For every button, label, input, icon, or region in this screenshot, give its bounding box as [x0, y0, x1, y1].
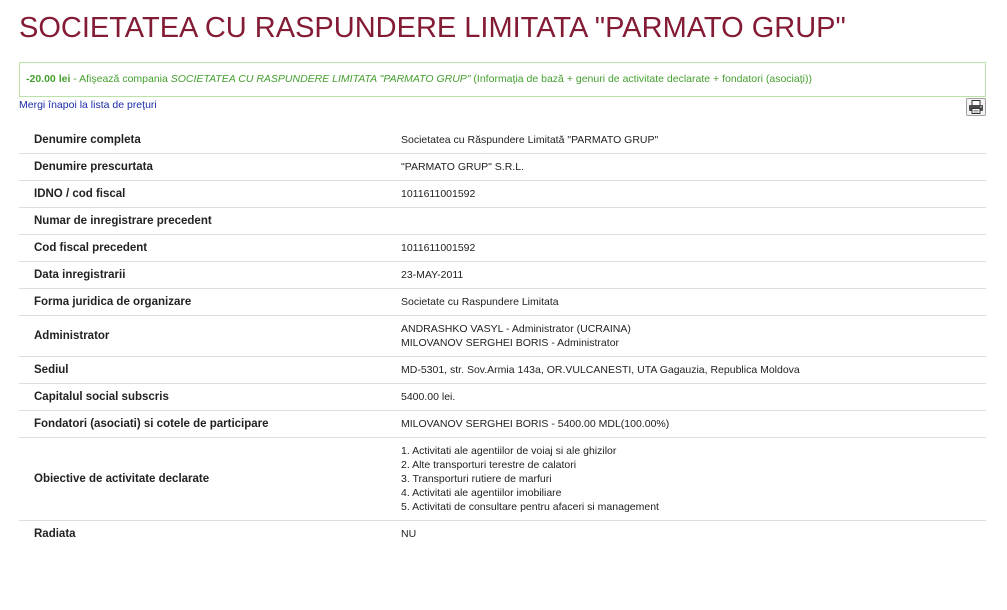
- offer-company: SOCIETATEA CU RASPUNDERE LIMITATA "PARMATO GRUP": [170, 73, 471, 85]
- row-value: 5400.00 lei.: [401, 391, 456, 403]
- row-label: Radiata: [34, 528, 76, 540]
- row-capital-social: [19, 384, 986, 411]
- offer-text-before: - Afişează compania: [70, 73, 171, 85]
- row-label: Fondatori (asociati) si cotele de participare: [34, 418, 269, 430]
- company-details-table: [19, 127, 986, 547]
- row-label: Capitalul social subscris: [34, 391, 169, 403]
- row-label: Forma juridica de organizare: [34, 296, 192, 308]
- activity-item: 2. Alte transporturi terestre de calatori: [401, 459, 577, 471]
- row-denumire-prescurtata: [19, 154, 986, 181]
- row-value: 1011611001592: [401, 242, 476, 254]
- row-denumire-completa: [19, 127, 986, 154]
- offer-box[interactable]: [19, 62, 986, 97]
- row-label: Administrator: [34, 330, 110, 342]
- row-value: [401, 444, 986, 514]
- activity-item: 4. Activitati ale agentiilor imobiliare: [401, 487, 562, 499]
- row-numar-inregistrare-precedent: [19, 208, 986, 235]
- row-value: MD-5301, str. Sov.Armia 143a, OR.VULCANESTI, UTA Gagauzia, Republica Moldova: [401, 364, 800, 376]
- back-to-price-list-link[interactable]: Mergi înapoi la lista de preţuri: [19, 99, 157, 111]
- row-obiective-activitate: [19, 438, 986, 521]
- row-value: MILOVANOV SERGHEI BORIS - 5400.00 MDL(100.00%): [401, 418, 670, 430]
- row-label: Cod fiscal precedent: [34, 242, 148, 254]
- row-fondatori: [19, 411, 986, 438]
- row-value: 23-MAY-2011: [401, 269, 464, 281]
- row-label: Sediul: [34, 364, 69, 376]
- row-value-empty: [401, 214, 986, 228]
- row-label: Obiective de activitate declarate: [34, 473, 210, 485]
- row-radiata: [19, 521, 986, 547]
- administrator-line: ANDRASHKO VASYL - Administrator (UCRAINA): [401, 323, 631, 335]
- row-value: Societatea cu Răspundere Limitată "PARMATO GRUP": [401, 134, 659, 146]
- activity-item: 5. Activitati de consultare pentru afaceri si management: [401, 501, 659, 513]
- offer-text-after: (Informaţia de bază + genuri de activitate declarate + fondatori (asociaţi)): [470, 73, 812, 85]
- row-label: Data inregistrarii: [34, 269, 126, 281]
- row-value: "PARMATO GRUP" S.R.L.: [401, 161, 524, 173]
- row-label: Denumire prescurtata: [34, 161, 153, 173]
- printer-icon: [966, 98, 986, 116]
- row-value: NU: [401, 528, 417, 540]
- print-button[interactable]: [966, 98, 986, 116]
- row-cod-fiscal-precedent: [19, 235, 986, 262]
- row-data-inregistrarii: [19, 262, 986, 289]
- row-value: [401, 322, 986, 350]
- offer-price: -20.00 lei: [26, 73, 71, 85]
- row-label: Denumire completa: [34, 134, 141, 146]
- row-value: 1011611001592: [401, 188, 476, 200]
- activity-item: 1. Activitati ale agentiilor de voiaj si ale ghizilor: [401, 445, 617, 457]
- administrator-line: MILOVANOV SERGHEI BORIS - Administrator: [401, 337, 620, 349]
- row-administrator: [19, 316, 986, 357]
- row-value: Societate cu Raspundere Limitata: [401, 296, 559, 308]
- row-idno-cod-fiscal: [19, 181, 986, 208]
- row-sediul: [19, 357, 986, 384]
- activity-item: 3. Transporturi rutiere de marfuri: [401, 473, 552, 485]
- row-label: IDNO / cod fiscal: [34, 188, 126, 200]
- row-forma-juridica: [19, 289, 986, 316]
- page-title: SOCIETATEA CU RASPUNDERE LIMITATA "PARMATO GRUP": [19, 12, 846, 44]
- row-label: Numar de inregistrare precedent: [34, 215, 212, 227]
